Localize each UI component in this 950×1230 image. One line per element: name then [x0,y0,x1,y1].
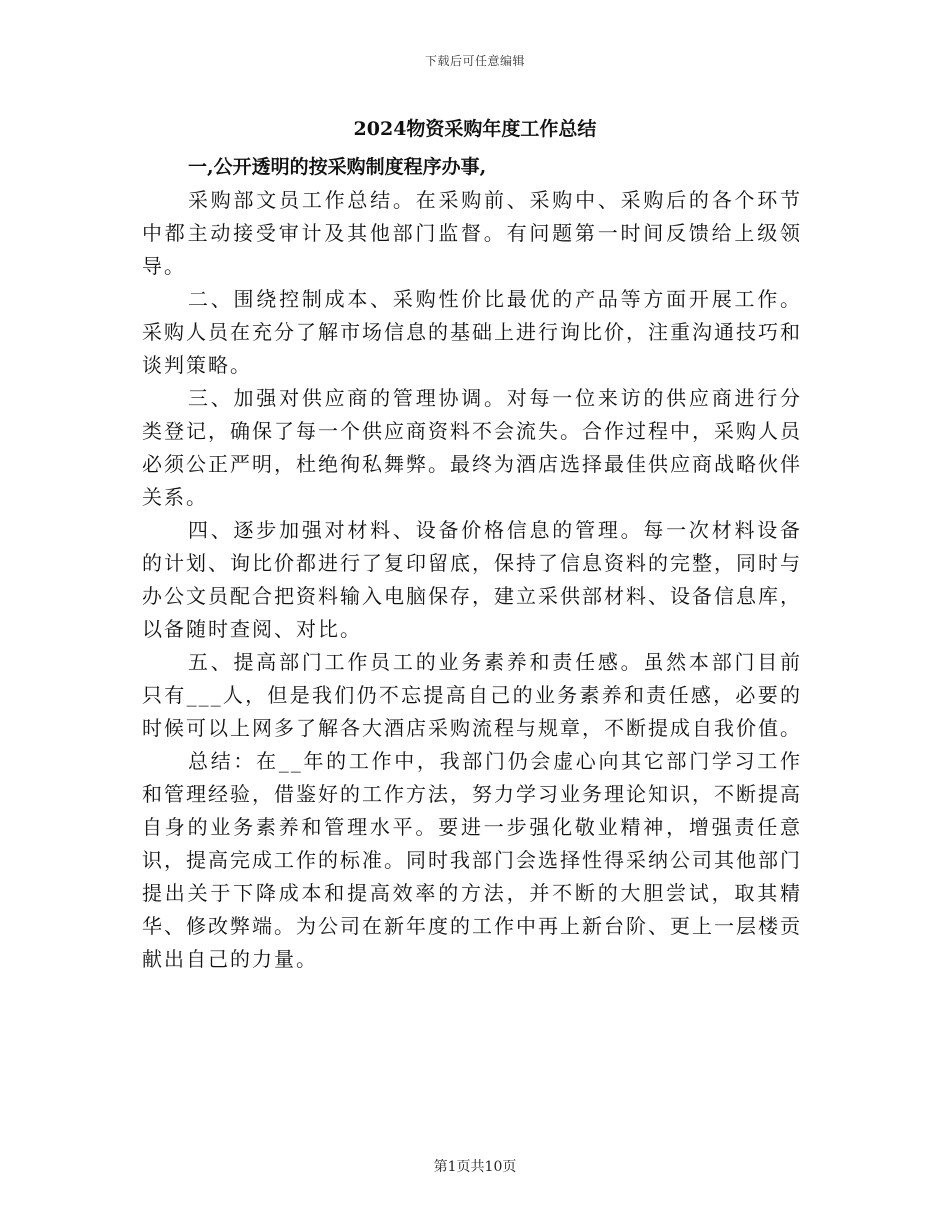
page-number: 第1页共10页 [433,1159,517,1175]
paragraph-intro: 采购部文员工作总结。在采购前、采购中、采购后的各个环节中都主动接受审计及其他部门监督。有问题第一时间反馈给上级领导。 [142,188,802,278]
paragraph-summary: 总结：在__年的工作中，我部门仍会虚心向其它部门学习工作和管理经验，借鉴好的工作方法，努力学习业务理论知识，不断提高自身的业务素养和管理水平。要进一步强化敬业精神，增强责任意识，提高完成工作的标准。同时我部门会选择性得采纳公司其他部门提出关于下降成本和提高效率的方法，并不断的大胆尝试，取其精华、修改弊端。为公司在新年度的工作中再上新台阶、更上一层楼贡献出自己的力量。 [142,749,802,971]
document-body [142,184,802,976]
section-heading: 一,公开透明的按采购制度程序办事, [188,156,487,178]
paragraph-supplier-management: 三、加强对供应商的管理协调。对每一位来访的供应商进行分类登记，确保了每一个供应商资料不会流失。合作过程中，采购人员必须公正严明，杜绝徇私舞弊。最终为酒店选择最佳供应商战略伙伴关系。 [142,386,802,509]
document-title: 2024物资采购年度工作总结 [353,118,597,140]
paragraph-cost-control: 二、围绕控制成本、采购性价比最优的产品等方面开展工作。采购人员在充分了解市场信息的基础上进行询比价，注重沟通技巧和谈判策略。 [142,287,802,377]
header-note: 下载后可任意编辑 [424,54,525,68]
paragraph-price-information: 四、逐步加强对材料、设备价格信息的管理。每一次材料设备的计划、询比价都进行了复印留底，保持了信息资料的完整，同时与办公文员配合把资料输入电脑保存，建立采供部材料、设备信息库，以备随时查阅、对比。 [142,518,802,641]
paragraph-staff-quality: 五、提高部门工作员工的业务素养和责任感。虽然本部门目前只有___人，但是我们仍不忘提高自己的业务素养和责任感，必要的时候可以上网多了解各大酒店采购流程与规章，不断提成自我价值。 [142,650,802,740]
